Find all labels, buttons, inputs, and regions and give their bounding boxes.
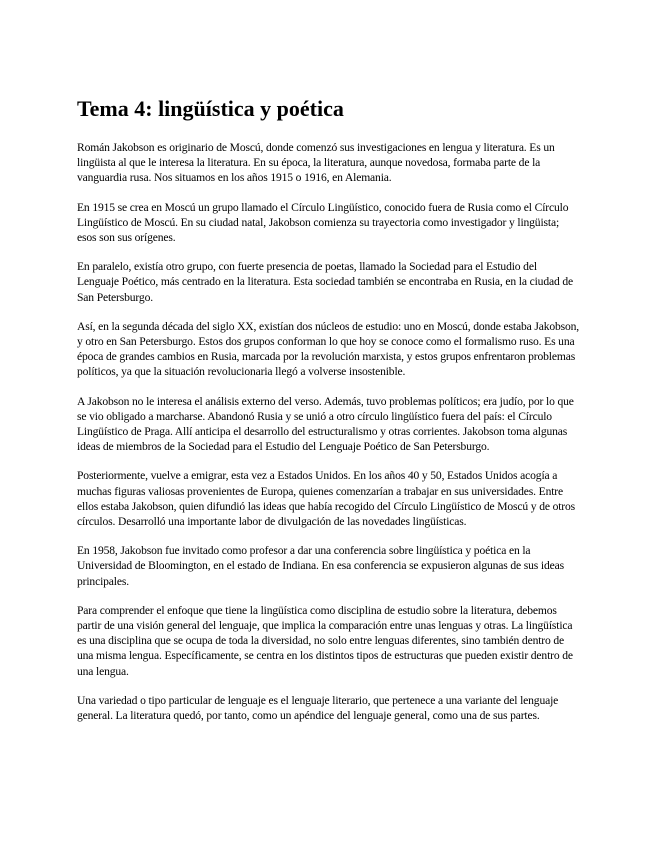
paragraph-4: Así, en la segunda década del siglo XX, existían dos núcleos de estudio: uno en Moscú, donde estaba Jakobson, y otro en San Petersburgo. Estos dos grupos conforman lo que hoy se conoce como el formalismo ruso. Es una época de grandes cambios en Rusia, marcada por la revolución marxista, y estos grupos enfrentaron problemas políticos, ya que la situación revolucionaria llegó a volverse insostenible. (77, 319, 580, 379)
document-title: Tema 4: lingüística y poética (77, 96, 344, 121)
document-body (77, 96, 580, 737)
paragraph-6: Posteriormente, vuelve a emigrar, esta vez a Estados Unidos. En los años 40 y 50, Estados Unidos acogía a muchas figuras valiosas provenientes de Europa, quienes comenzarían a trabajar en sus universidades. Entre ellos estaba Jakobson, quien difundió las ideas que había recogido del Círculo Lingüístico de Moscú y de otros círculos. Desarrolló una importante labor de divulgación de las novedades lingüísticas. (77, 469, 576, 529)
paragraph-8: Para comprender el enfoque que tiene la lingüística como disciplina de estudio sobre la literatura, debemos partir de una visión general del lenguaje, que implica la comparación entre unas lenguas y otras. La lingüística es una disciplina que se ocupa de toda la diversidad, no solo entre lenguas diferentes, sino también dentro de una misma lengua. Específicamente, se centra en los distintos tipos de estructuras que pueden existir dentro de una lengua. (77, 603, 573, 678)
paragraph-7: En 1958, Jakobson fue invitado como profesor a dar una conferencia sobre lingüística y poética en la Universidad de Bloomington, en el estado de Indiana. En esa conferencia se expusieron algunas de sus ideas principales. (77, 544, 564, 588)
paragraph-9: Una variedad o tipo particular de lenguaje es el lenguaje literario, que pertenece a una variante del lenguaje general. La literatura quedó, por tanto, como un apéndice del lenguaje general, como una de sus partes. (77, 693, 559, 723)
paragraph-5: A Jakobson no le interesa el análisis externo del verso. Además, tuvo problemas políticos; era judío, por lo que se vio obligado a marcharse. Abandonó Rusia y se unió a otro círculo lingüístico fuera del país: el Círculo Lingüístico de Praga. Allí anticipa el desarrollo del estructuralismo y otras corrientes. Jakobson toma algunas ideas de miembros de la Sociedad para el Estudio del Lenguaje Poético de San Petersburgo. (77, 394, 574, 454)
paragraph-2: En 1915 se crea en Moscú un grupo llamado el Círculo Lingüístico, conocido fuera de Rusia como el Círculo Lingüístico de Moscú. En su ciudad natal, Jakobson comienza su trayectoria como investigador y lingüista; esos son sus orígenes. (77, 200, 569, 245)
paragraph-3: En paralelo, existía otro grupo, con fuerte presencia de poetas, llamado la Sociedad para el Estudio del Lenguaje Poético, más centrado en la literatura. Esta sociedad también se encontraba en Rusia, en la ciudad de San Petersburgo. (77, 260, 573, 304)
paragraph-1: Román Jakobson es originario de Moscú, donde comenzó sus investigaciones en lengua y literatura. Es un lingüista al que le interesa la literatura. En su época, la literatura, aunque novedosa, formaba parte de la vanguardia rusa. Nos situamos en los años 1915 o 1916, en Alemania. (77, 141, 555, 185)
